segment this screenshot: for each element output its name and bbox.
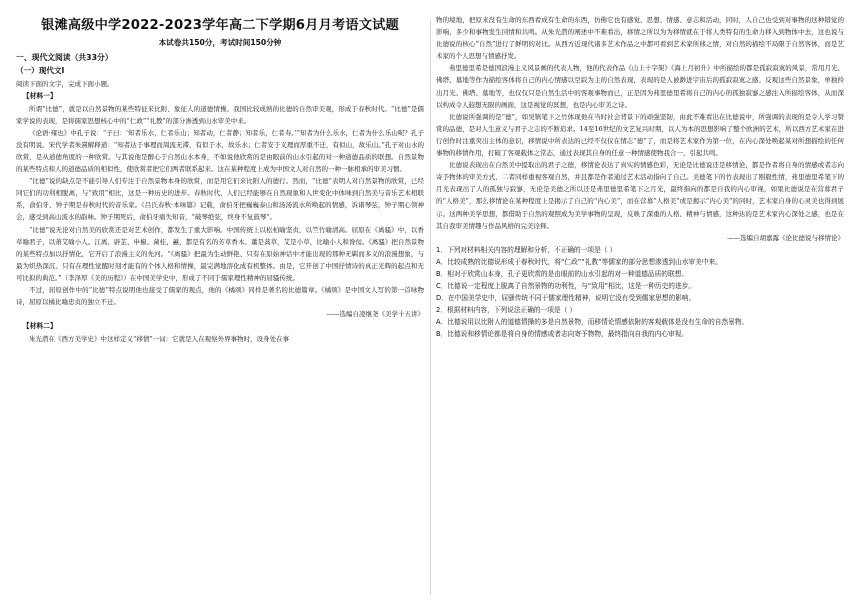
sub-heading: （一）现代文Ⅰ [16, 66, 65, 75]
exam-title: 银滩高级中学2022-2023学年高二下学期6月月考语文试题 [41, 18, 399, 33]
option-d: D．在中国美学史中，屈骚传统不同于儒家理性精神，说明它没有受到儒家思想的影响。 [436, 294, 696, 303]
material1-label: 【材料一】 [22, 92, 57, 101]
material1-paragraph: 所谓“比德”，就是以自然景物的某些特征来比附、象征人的道德情操。我国比较成熟的比德的自然审美观，形成于春秋时代。“比德”是儒家学说的表现，是将儒家思想核心中的“仁政”“礼教”的部分渗透到山水审美中来。 [16, 104, 424, 125]
material2-paragraph: 弗里德里希是德国浪漫主义风景画的代表人物，他的代表作品《山上十字架》《海上月初升》中所描绘的都是孤寂寂寞的风景，常用月光、佛塔、墓地等作为描绘客体将自己的内心情感以空寂为主的自然表现，表现的是人被渺进宇宙后的孤寂寂寞之感。反观这些自然景象，单独拎出月光、佛塔、墓地等，也仅仅只是自然生活中的客观事物而已，正是因为弗里德里希将自己的内心的孤独寂寥之感注入所描绘客体，从而深以构成令人遐想无限的画面，这是视觉的冥想，也是内心审美之诗。 [436, 64, 844, 109]
material1-source: ——选编自凌继尧《美学十五讲》 [326, 310, 424, 319]
instruction: 阅读下面的文字，完成下面小题。 [16, 80, 114, 88]
material1-paragraph: “比德”说的缺点是不能引导人们专注于自然景物本身的欣赏，而是用它们来比附人的德行。然而，“比德”表明人对自然景物的欣赏，已经同它们的功利相脱离，与“致用”相比，这是一种历史的进步。春秋时代，人们已经能够在自然现象和人世变化中体味到自然美与音乐艺术相联系，俞伯牙、钟子期是春秋时代的音乐家。《吕氏春秋·本味篇》记载，俞伯牙把巍巍泰山和汤汤流水所唤起的情感，诉诸琴弦，钟子期心领神会，感受到高山流水的韵味。钟子期死后，俞伯牙痛失知音，“破琴绝弦，终身不复鼓琴”。 [16, 177, 424, 222]
material2-label: 【材料二】 [22, 322, 57, 331]
material2-paragraph: 比德说所强调的是“德”，如吴镇笔下之竹体现他在当时社会背景下的顽强坚韧，由此不难看出在比德说中，所强调的表现的是令人学习赞赏的品德，是对人生意义与君子之志的不断追求。14至16世纪的文艺复兴时期，以人为本的思想影响了整个欧洲的艺术，所以西方艺术家在进行创作时注重突出主体的意识，移情说中所表达的已经不仅仅在情志“德”了，而是将艺术家作为第一位，在内心深处唤起某对所想描绘的任何事物的移情作用，打破了客观载体之常态，通过表现其自身的任意一种情感使物我合一，引起共鸣。 [436, 112, 844, 158]
question-stem: 1．下列对材料相关内容的理解和分析，不正确的一项是（ ） [436, 245, 617, 254]
left-column [16, 0, 424, 607]
section-heading: 一、现代文阅读（共33分） [16, 53, 113, 62]
material1-paragraph: “比德”说无论对自然美的欣赏还是对艺术创作，都发生了重大影响。中国传统上以松柏喻坚贞，以竺竹喻清高。屈原在《离骚》中，以香草喻君子，以萧艾喻小人。江离、辟芷、申椒、菌桂、蕙，都是有名的芳草香木。蕭是蒿草，艾是小草，比喻小人和谗佞。《离骚》把自然景物的某些特点加以抒情化，它开启了浪漫主义的先河。“《离骚》把最为生动鲜艳、只有在原始神话中才能出现的那种无羁而多义的浪漫想象，与最为炽热深沉、只有在理性觉醒时刻才能有的个体人格和情操，最完满地溶化成有机整体。由是，它开创了中国抒情诗的真正光辉的起点和无可比拟的典范。”（李泽厚《美的历程》）在中国美学史中，形成了不同于儒家理性精神的屈骚传统。 [16, 225, 424, 282]
material2-source: ——选编自胡嘉露《论比德说与移情论》 [727, 233, 844, 242]
material1-paragraph: 《论语·雍也》中孔子说：“子曰：‘知者乐水，仁者乐山；知者动，仁者静；知者乐，仁者寿。’”知者为什么乐水，仁者为什么乐山呢？孔子没有明说。宋代学者朱熹解释道：“知者达于事理而周流无滞，有似于水，故乐水；仁者安于义理而厚重不迁，有似山，故乐山。”孔子对山水的欣赏，是从道德角度的一种欣赏。与其说他是醉心于自然山水本身，不如说他欣赏的是由眼前的山水引起的对一种道德品质的联想。自然景物的某些特点和人的道德品质的相似性，使欣赏者把它们两者联系起来。这在某种程度上成为中国文人对自然的一种一脉相承的审美习惯。 [16, 128, 424, 174]
column-divider [430, 20, 431, 595]
option-b: B．比德说和移情论都是将自身的情感或者志向寄予物物，最终指向自我的内心审视。 [436, 330, 689, 339]
material2-paragraph: 比德说表现出在自然美中提取出的君子之德，移情论表达了真实的情感色彩，无论是比德说还是移情论，都是作者将自身的情感或者志向寄予物体的审美方式，二者同样重视客观自然，并且都是作者通过艺术活动指向了自己。美德笔下的竹表现出了刚毅性情，弗里德里希笔下的月光表现出了人的孤独与寂寥，无论是美德之所以还是弗里德里希笔下之月光，最终指向的都是自我的内心审视，如果比德说是在营募君子的“人格美”，那么移情论在某种程度上是揭示了自己的“内心美”，而在营募“人格美”或是揭示“内心美”的同时，艺术家自身的心灵美也得到展示。这两种美学思想，都借助于自然的观照成为美学事物的呈现，反映了深重的人格、精神与情感，这种达的是艺术家内心深处之感，也是在其自我审美情趣与作品风格的完美诠释。 [436, 161, 844, 230]
option-a: A．比较成熟的比德说形成于春秋时代，将“仁政”“礼教”等儒家的部分思想渗透到山水审美中来。 [436, 257, 722, 266]
right-column [436, 0, 844, 607]
option-a: A．比德说用以比附人的道德情操的多是自然景物，而移情论情感依附的客观载体是没有生命的自然景物。 [436, 318, 749, 327]
option-b: B．相对于欣赏山本身，孔子更欣赏的是由眼前的山水引起的对一种道德品质的联想。 [436, 269, 689, 278]
question-1 [436, 244, 844, 304]
material2-paragraph: 物的境地，把原来没有生命的东西看成有生命的东西，仿佛它也有感觉、思想、情感、意志和活动，同时，人自己也受到对事物的这种错觉的影响，多少和事物发生同情和共鸣。从朱光潜的阐述中不难看出，移情之所以为为移情就在于将人类特有的生命力移入到物体中去，这也说与比德说的核心“自然”进行了鲜明的对比。从西方近现代诸多艺术作品之中都可看到艺术家所移之情，对自然的描绘不局限于自然客体，而是艺术家的个人思想与情感抒发。 [436, 16, 844, 61]
exam-info: 本试卷共150分，考试时间150分钟 [158, 38, 282, 47]
option-c: C．比德说一定程度上脱离了自然景物的功利性，与“致用”相比，这是一种历史的进步。 [436, 282, 696, 291]
question-stem: 2．根据材料内容，下列说法正确的一项是（ ） [436, 306, 577, 315]
question-2 [436, 304, 844, 340]
material2-paragraph: 朱光潜在《西方美学史》中这样定义“移情”一词：它就是人在观察外界事物时，设身处在事 [29, 334, 290, 343]
material1-paragraph: 不过，屈原创作中的“比德”特点说明他也接受了儒家的观点，他的《橘颂》同样是著名的比德篇章。《橘颂》是中国文人写的第一首咏物诗，屈原以橘比喻忠贞的独立不迁。 [16, 286, 424, 307]
